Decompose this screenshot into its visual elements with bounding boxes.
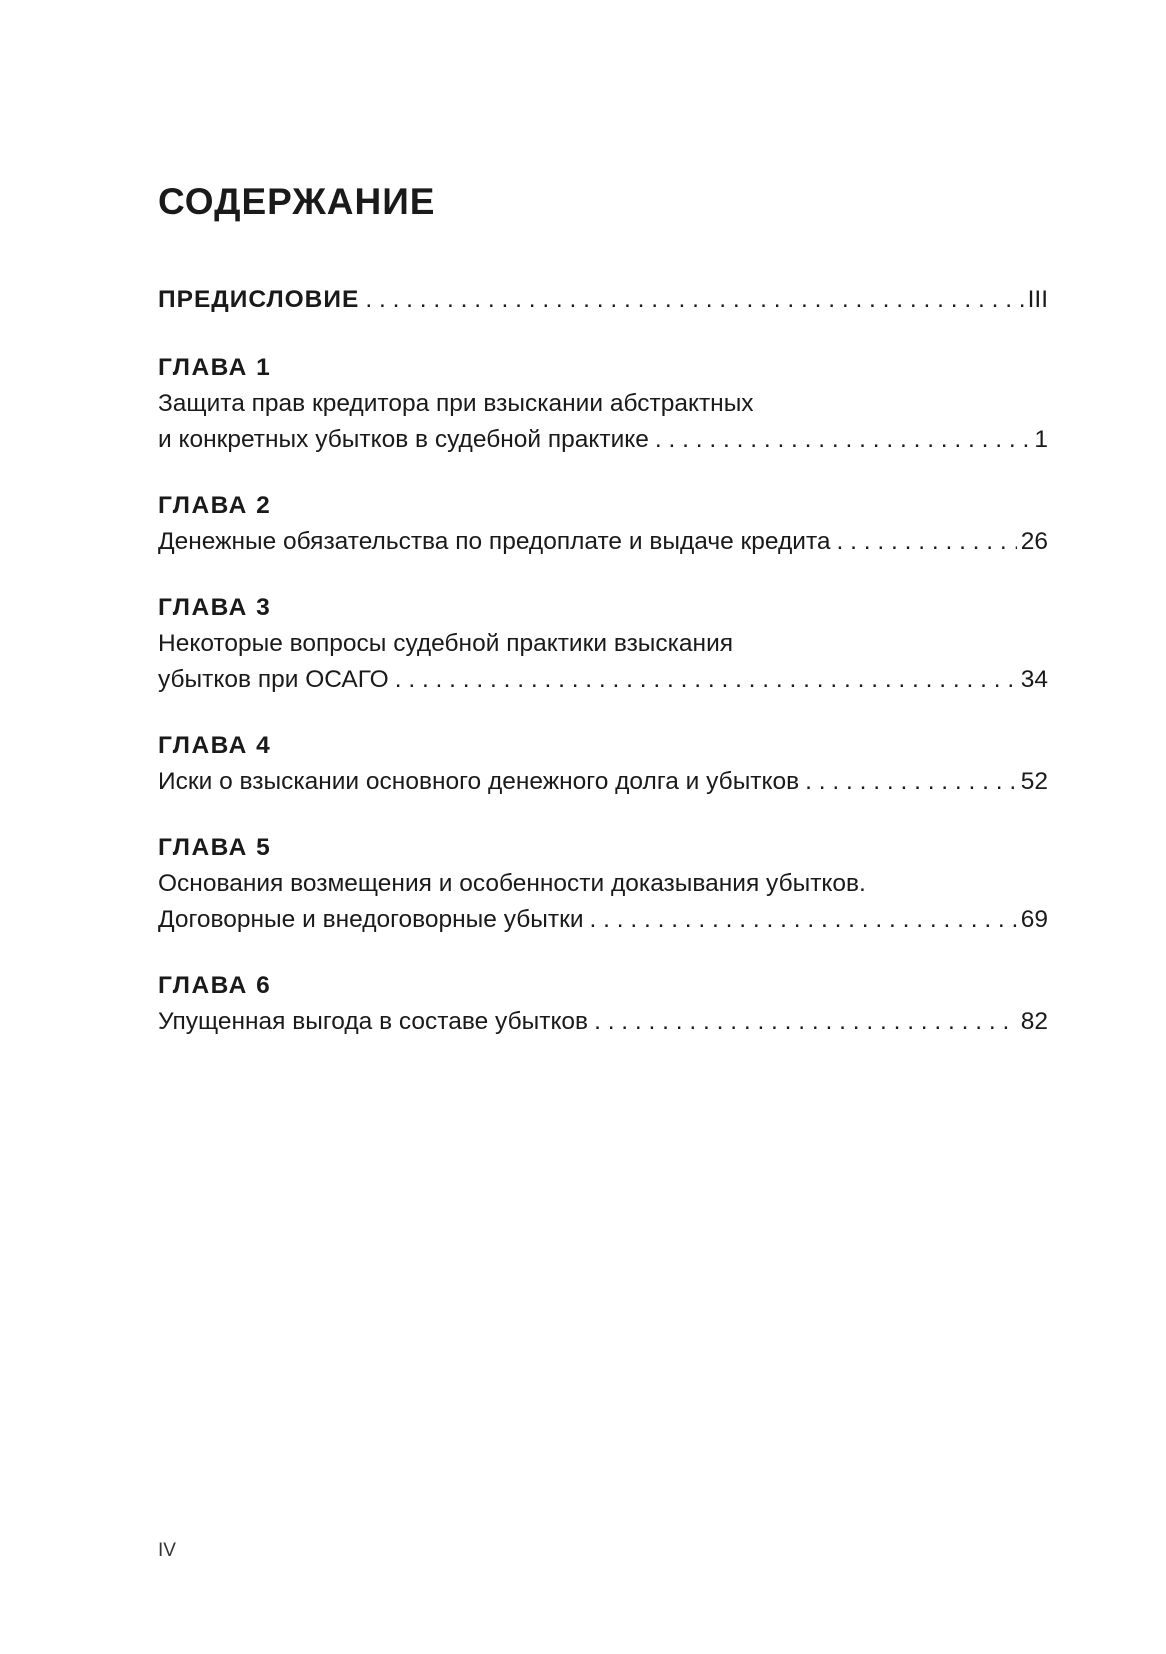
- chapter-title-line: Некоторые вопросы судебной практики взыскания: [158, 630, 734, 657]
- chapter-title-last-line: [158, 524, 1048, 560]
- dot-leader: [365, 282, 1023, 318]
- chapter-title-text: убытков при ОСАГО: [158, 666, 389, 693]
- chapter-page-number: 52: [1020, 768, 1048, 795]
- chapter-label: ГЛАВА 6: [158, 972, 272, 999]
- chapter-title-last-line: [158, 422, 1048, 458]
- chapter-label: ГЛАВА 2: [158, 492, 272, 519]
- page-title: СОДЕРЖАНИЕ: [158, 181, 436, 222]
- toc-entry-chapter-6: [158, 968, 1048, 1040]
- preface-label: ПРЕДИСЛОВИЕ: [158, 286, 360, 313]
- chapter-page-number: 82: [1020, 1008, 1048, 1035]
- chapter-page-number: 1: [1034, 426, 1048, 453]
- chapter-title-text: Иски о взыскании основного денежного долга и убытков: [158, 768, 800, 795]
- chapter-page-number: 26: [1020, 528, 1048, 555]
- toc-entry-chapter-2: [158, 488, 1048, 560]
- page-number-footer: IV: [158, 1540, 176, 1561]
- chapter-title-last-line: [158, 764, 1048, 800]
- chapter-label: ГЛАВА 3: [158, 594, 272, 621]
- dot-leader: [655, 422, 1030, 458]
- dot-leader: [395, 662, 1017, 698]
- toc-entry-chapter-3: [158, 590, 1048, 698]
- toc-entry-chapter-1: [158, 350, 1048, 458]
- chapter-page-number: 69: [1020, 906, 1048, 933]
- dot-leader: [805, 764, 1017, 800]
- chapter-page-number: 34: [1020, 666, 1048, 693]
- toc-entry-chapter-5: [158, 830, 1048, 938]
- chapter-label: ГЛАВА 1: [158, 354, 272, 381]
- chapter-title-text: Денежные обязательства по предоплате и выдаче кредита: [158, 528, 831, 555]
- chapter-title-line: Защита прав кредитора при взыскании абстрактных: [158, 390, 754, 417]
- toc-entry-chapter-4: [158, 728, 1048, 800]
- dot-leader: [590, 902, 1017, 938]
- chapter-title-line: Основания возмещения и особенности доказывания убытков.: [158, 870, 866, 897]
- chapter-title-text: Упущенная выгода в составе убытков: [158, 1008, 589, 1035]
- dot-leader: [837, 524, 1017, 560]
- chapter-title-text: Договорные и внедоговорные убытки: [158, 906, 584, 933]
- dot-leader: [594, 1004, 1017, 1040]
- toc-entry-preface: [158, 282, 1048, 318]
- preface-page-number: III: [1027, 286, 1048, 313]
- toc-row-preface: [158, 282, 1048, 318]
- chapter-label: ГЛАВА 4: [158, 732, 272, 759]
- chapter-title-last-line: [158, 662, 1048, 698]
- chapter-title-last-line: [158, 902, 1048, 938]
- chapter-title-text: и конкретных убытков в судебной практике: [158, 426, 649, 453]
- chapter-title-last-line: [158, 1004, 1048, 1040]
- chapter-label: ГЛАВА 5: [158, 834, 272, 861]
